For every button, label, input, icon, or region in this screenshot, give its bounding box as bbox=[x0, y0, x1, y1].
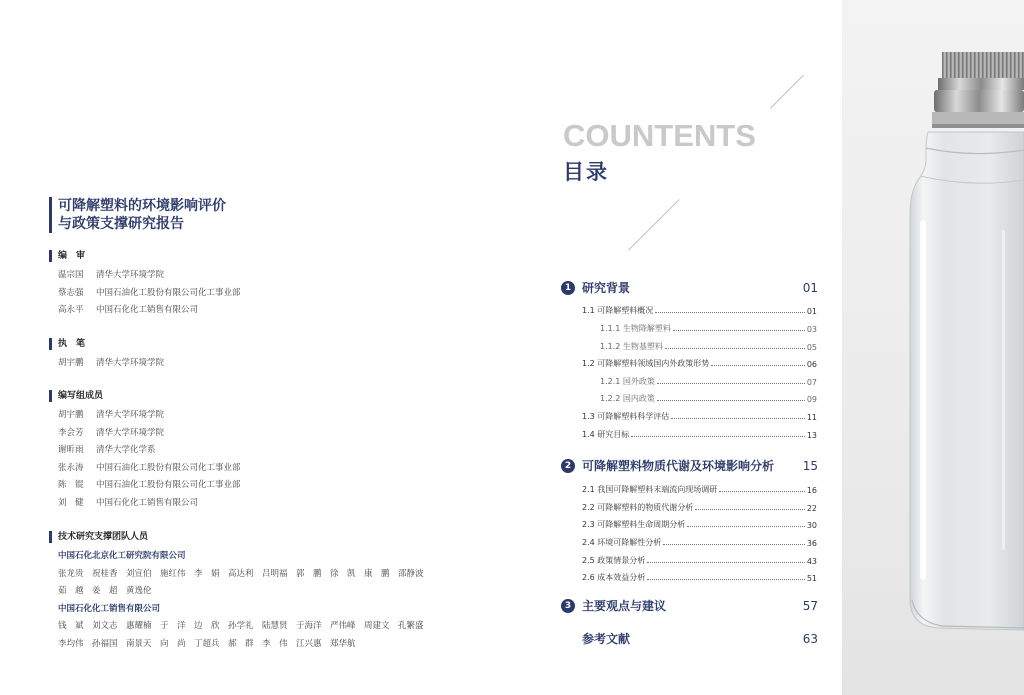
decorative-diagonal-line bbox=[628, 199, 680, 251]
chapter-number-badge: 1 bbox=[561, 281, 575, 295]
toc-entry[interactable] bbox=[600, 320, 817, 334]
contents-heading-cn: 目录 bbox=[563, 160, 609, 184]
credit-line bbox=[49, 355, 164, 373]
leader-dots bbox=[657, 400, 805, 401]
report-title-line2: 与政策支撑研究报告 bbox=[58, 216, 184, 232]
entry-title: 1.4 研究目标 bbox=[582, 430, 630, 439]
entry-title: 2.3 可降解塑料生命周期分析 bbox=[582, 520, 686, 529]
person-org: 中国石油化工股份有限公司化工事业部 bbox=[96, 287, 241, 298]
person-org: 清华大学环境学院 bbox=[96, 410, 165, 420]
credit-line bbox=[49, 285, 241, 303]
toc-chapter-1[interactable] bbox=[561, 279, 818, 299]
team-heading: 编写组成员 bbox=[49, 390, 241, 402]
entry-page: 36 bbox=[806, 539, 817, 548]
entry-page: 51 bbox=[806, 574, 817, 583]
entry-title: 2.5 政策情景分析 bbox=[582, 556, 646, 565]
person-name: 刘 健 bbox=[58, 497, 84, 508]
decorative-diagonal-line bbox=[770, 75, 804, 109]
toc-entry[interactable] bbox=[582, 499, 817, 513]
entry-page: 13 bbox=[806, 431, 817, 440]
chapter-page: 15 bbox=[802, 459, 818, 473]
entry-page: 07 bbox=[806, 378, 817, 387]
person-org: 清华大学环境学院 bbox=[96, 427, 165, 438]
toc-entry[interactable] bbox=[582, 534, 817, 548]
person-name: 高永平 bbox=[58, 305, 84, 315]
references-page: 63 bbox=[802, 632, 818, 646]
leader-dots bbox=[673, 330, 805, 331]
credit-line bbox=[49, 425, 241, 443]
chapter-page: 57 bbox=[802, 599, 818, 613]
toc-entry[interactable] bbox=[582, 481, 817, 495]
support-heading: 技术研究支撑团队人员 bbox=[49, 531, 424, 543]
toc-entry[interactable] bbox=[582, 569, 817, 583]
person-name: 李会芳 bbox=[58, 427, 84, 438]
credit-line bbox=[49, 267, 241, 285]
person-name: 胡宇鹏 bbox=[58, 358, 84, 368]
credit-line bbox=[49, 477, 241, 495]
leader-dots bbox=[647, 562, 805, 563]
toc-chapter-2[interactable] bbox=[561, 457, 818, 477]
entry-title: 1.2.1 国外政策 bbox=[600, 377, 655, 386]
entry-title: 1.1 可降解塑料概况 bbox=[582, 306, 654, 315]
report-title-line1: 可降解塑料的环境影响评价 bbox=[58, 198, 226, 214]
references-title: 参考文献 bbox=[582, 632, 631, 646]
support-org-1: 中国石化北京化工研究院有限公司 bbox=[58, 551, 186, 561]
credit-line bbox=[49, 495, 241, 513]
entry-title: 1.1.1 生物降解塑料 bbox=[600, 324, 671, 333]
chapter-page: 01 bbox=[802, 281, 818, 295]
leader-dots bbox=[719, 491, 805, 492]
editors-heading: 编 审 bbox=[49, 250, 241, 262]
chapter-number-badge: 3 bbox=[561, 599, 575, 613]
credit-line bbox=[49, 302, 241, 320]
leader-dots bbox=[647, 579, 805, 580]
toc-entry[interactable] bbox=[582, 552, 817, 566]
leader-dots bbox=[657, 383, 805, 384]
editors-section bbox=[49, 250, 241, 320]
entry-title: 2.4 环境可降解性分析 bbox=[582, 538, 662, 547]
entry-page: 03 bbox=[806, 325, 817, 334]
person-name: 温宗国 bbox=[58, 270, 84, 280]
contents-heading-en: COUNTENTS bbox=[563, 118, 756, 153]
person-name: 蔡志强 bbox=[58, 287, 84, 298]
person-name: 谢昕雨 bbox=[58, 445, 84, 455]
chapter-title: 主要观点与建议 bbox=[582, 599, 667, 613]
entry-title: 1.2 可降解塑料领域国内外政策形势 bbox=[582, 359, 710, 368]
entry-page: 22 bbox=[806, 504, 817, 513]
entry-title: 1.3 可降解塑料科学评估 bbox=[582, 412, 670, 421]
chapter-title: 研究背景 bbox=[582, 281, 631, 295]
leader-dots bbox=[671, 418, 805, 419]
entry-page: 09 bbox=[806, 395, 817, 404]
toc-chapter-3[interactable] bbox=[561, 597, 818, 617]
toc-entry[interactable] bbox=[582, 516, 817, 530]
team-section bbox=[49, 390, 241, 512]
person-org: 清华大学化学系 bbox=[96, 445, 156, 455]
entry-title: 2.1 我国可降解塑料末端流向现场调研 bbox=[582, 485, 718, 494]
toc-entry[interactable] bbox=[600, 390, 817, 404]
leader-dots bbox=[655, 312, 805, 313]
toc-entry[interactable] bbox=[600, 338, 817, 352]
entry-page: 05 bbox=[806, 343, 817, 352]
leader-dots bbox=[665, 348, 805, 349]
entry-title: 1.1.2 生物基塑料 bbox=[600, 342, 663, 351]
person-org: 中国石油化工股份有限公司化工事业部 bbox=[96, 480, 241, 490]
entry-page: 16 bbox=[806, 486, 817, 495]
support-members-line: 李均伟 孙福国 南景天 向 尚 丁超兵 郝 群 李 伟 江兴惠 郑华航 bbox=[58, 638, 356, 649]
leader-dots bbox=[631, 436, 805, 437]
glass-jar-icon bbox=[842, 0, 1024, 695]
person-name: 陈 锟 bbox=[58, 480, 84, 490]
writers-heading: 执 笔 bbox=[49, 338, 164, 350]
entry-title: 2.2 可降解塑料的物质代谢分析 bbox=[582, 503, 694, 512]
credit-line bbox=[49, 460, 241, 478]
credit-line bbox=[49, 407, 241, 425]
entry-page: 01 bbox=[806, 307, 817, 316]
toc-entry[interactable] bbox=[582, 355, 817, 369]
writers-section bbox=[49, 338, 164, 373]
toc-references[interactable] bbox=[561, 630, 818, 650]
support-org-2: 中国石化化工销售有限公司 bbox=[58, 603, 161, 614]
person-org: 中国石化化工销售有限公司 bbox=[96, 305, 199, 315]
leader-dots bbox=[695, 509, 805, 510]
support-members-line: 钱 斌 刘文志 惠耀楠 于 洋 边 欣 孙学礼 陆慧贤 于海洋 严伟峰 周建文 孔繁盛 bbox=[58, 621, 424, 631]
support-members-line: 茹 越 姜 超 黄逸伦 bbox=[58, 586, 152, 596]
report-title bbox=[49, 197, 226, 233]
entry-page: 11 bbox=[806, 413, 817, 422]
entry-page: 30 bbox=[806, 521, 817, 530]
credit-line bbox=[49, 442, 241, 460]
support-members-line: 张龙贵 祝桂香 刘宣伯 施红伟 李 娟 高达利 吕明福 郭 鹏 徐 凯 康 鹏 邵静波 bbox=[58, 568, 424, 579]
toc-entry[interactable] bbox=[582, 426, 817, 440]
toc-entry[interactable] bbox=[582, 302, 817, 316]
person-name: 张永涛 bbox=[58, 462, 84, 473]
entry-page: 43 bbox=[806, 557, 817, 566]
entry-title: 1.2.2 国内政策 bbox=[600, 394, 655, 403]
entry-title: 2.6 成本效益分析 bbox=[582, 573, 646, 582]
leader-dots bbox=[687, 526, 805, 527]
person-org: 中国石化化工销售有限公司 bbox=[96, 497, 199, 508]
leader-dots bbox=[663, 544, 805, 545]
support-section bbox=[49, 531, 424, 653]
person-org: 清华大学环境学院 bbox=[96, 358, 165, 368]
toc-entry[interactable] bbox=[582, 408, 817, 422]
entry-page: 06 bbox=[806, 360, 817, 369]
toc-entry[interactable] bbox=[600, 373, 817, 387]
chapter-number-badge: 2 bbox=[561, 459, 575, 473]
person-org: 清华大学环境学院 bbox=[96, 270, 165, 280]
leader-dots bbox=[711, 365, 805, 366]
person-name: 胡宇鹏 bbox=[58, 410, 84, 420]
glass-jar-photo bbox=[842, 0, 1024, 695]
person-org: 中国石油化工股份有限公司化工事业部 bbox=[96, 462, 241, 473]
chapter-title: 可降解塑料物质代谢及环境影响分析 bbox=[582, 459, 775, 473]
